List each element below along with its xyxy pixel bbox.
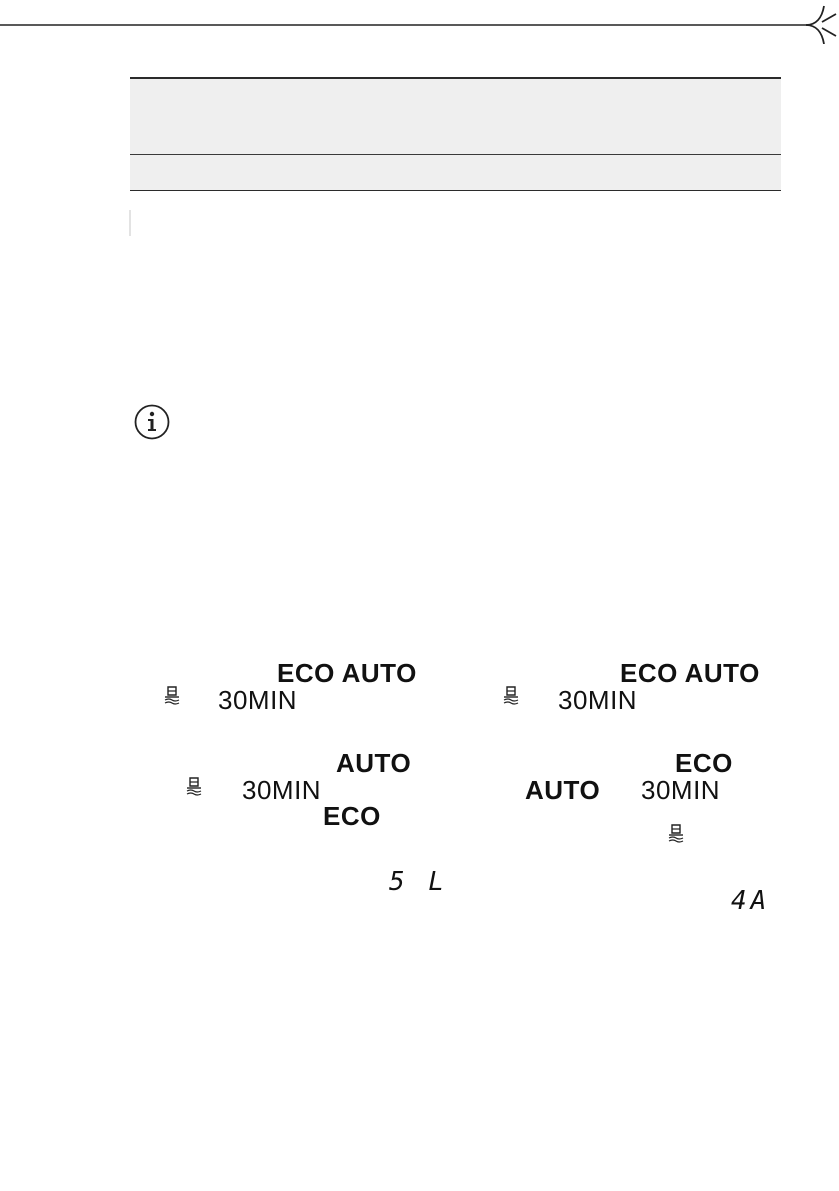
faint-mark — [129, 210, 131, 236]
right-30min-label: 30MIN — [558, 685, 638, 715]
left-eco-auto-label: ECO AUTO — [277, 658, 417, 688]
rinse-aid-icon — [163, 686, 181, 706]
left-display-readout: 5 L — [389, 867, 448, 897]
right-auto-label: AUTO — [525, 775, 601, 805]
right-30min-label-2: 30MIN — [641, 775, 721, 805]
rinse-aid-icon — [667, 824, 685, 844]
info-icon — [134, 404, 170, 440]
table-header — [130, 77, 781, 191]
rinse-aid-icon — [502, 686, 520, 706]
left-eco-label: ECO — [323, 801, 381, 831]
rinse-aid-icon — [185, 777, 203, 797]
left-30min-label: 30MIN — [218, 685, 298, 715]
right-eco-label: ECO — [675, 748, 733, 778]
left-30min-label-2: 30MIN — [242, 775, 322, 805]
right-display-readout: 4A — [731, 886, 771, 916]
cut-line — [0, 0, 839, 44]
table-divider — [130, 154, 781, 155]
scissors-icon — [806, 6, 836, 44]
right-eco-auto-label: ECO AUTO — [620, 658, 760, 688]
left-auto-label: AUTO — [336, 748, 412, 778]
